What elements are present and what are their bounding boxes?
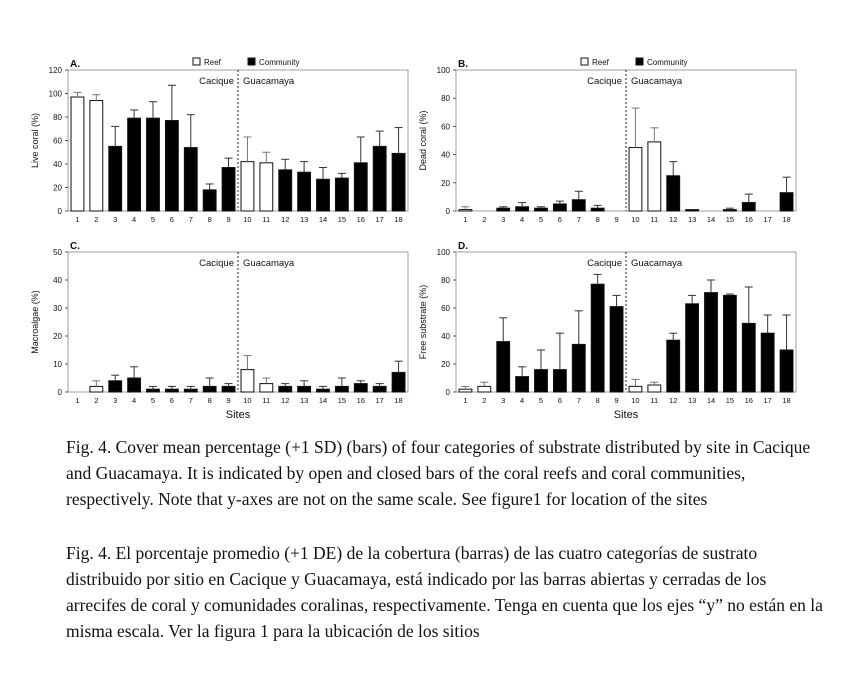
panel-a-xtick-label: 1: [75, 215, 80, 224]
panel-c-bar: [90, 386, 103, 392]
panel-b-xtick-label: 6: [557, 215, 562, 224]
panel-b-ytick-label: 60: [441, 122, 450, 132]
panel-d-region-cacique: Cacique: [587, 258, 622, 269]
panel-b-letter: B.: [458, 59, 468, 70]
panel-d-ytick-label: 40: [441, 332, 450, 341]
panel-a-ytick-label: 0: [57, 207, 62, 216]
panel-a-xtick-label: 17: [375, 215, 384, 224]
panel-c-bar: [128, 378, 141, 392]
panel-b-bar: [516, 207, 529, 211]
panel-a-ytick-label: 100: [48, 89, 62, 99]
panel-c-xtick-label: 16: [356, 396, 365, 405]
panel-a-xtick-label: 16: [356, 215, 365, 224]
panel-a-bar: [373, 146, 386, 211]
panel-b-bar: [723, 210, 736, 211]
panel-d-ytick-label: 60: [441, 304, 450, 313]
panel-d-xtick-label: 17: [763, 396, 772, 405]
panel-b-region-guacamaya: Guacamaya: [631, 76, 683, 87]
panel-d-bar: [497, 342, 510, 392]
panel-d-xtick-label: 10: [631, 396, 640, 405]
panel-d-bar: [478, 386, 491, 392]
panel-b-ytick-label: 40: [441, 150, 450, 160]
panel-c-xtick-label: 1: [75, 396, 80, 405]
panel-a-xtick-label: 7: [188, 215, 193, 224]
panel-a-bar: [260, 163, 273, 211]
panel-d-ytick-label: 100: [436, 248, 450, 257]
panel-d-xtick-label: 6: [557, 396, 562, 405]
panel-a-letter: A.: [70, 59, 80, 70]
panel-c-bar: [109, 381, 122, 392]
panel-a-bar: [128, 118, 141, 211]
panel-d-bar: [780, 350, 793, 392]
panel-b-xtick-label: 18: [782, 215, 791, 224]
panel-b-bar: [648, 142, 661, 211]
panel-a-xtick-label: 8: [207, 215, 212, 224]
panel-c-bar: [373, 386, 386, 392]
panel-b-xtick-label: 3: [501, 215, 506, 224]
panel-d-xtick-label: 14: [706, 396, 716, 405]
panel-a-xtick-label: 11: [262, 215, 271, 224]
panel-c-ytick-label: 20: [53, 332, 62, 341]
panel-c-bar: [147, 389, 160, 392]
panel-a-bar: [203, 190, 216, 211]
panel-b-xtick-label: 5: [538, 215, 544, 224]
panel-b-xtick-label: 17: [763, 215, 772, 224]
panel-b-ytick-label: 80: [441, 94, 450, 104]
panel-c-region-guacamaya: Guacamaya: [243, 258, 295, 269]
panel-b-ylabel: Dead coral (%): [418, 110, 428, 171]
panel-a-xtick-label: 9: [226, 215, 231, 224]
panel-a-bar: [298, 172, 311, 211]
panel-a-ytick-label: 40: [53, 160, 62, 169]
panel-c-bar: [184, 389, 197, 392]
panel-c-xtick-label: 17: [375, 396, 384, 405]
panel-d-xtick-label: 12: [669, 396, 678, 405]
panel-d-bar: [705, 293, 718, 392]
panel-a-xtick-label: 18: [394, 215, 403, 224]
panel-d-xtick-label: 16: [744, 396, 753, 405]
panel-d-xtick-label: 7: [576, 396, 581, 405]
panel-c-xtick-label: 15: [337, 396, 347, 405]
panel-a-xtick-label: 6: [169, 215, 174, 224]
panel-d-xtick-label: 8: [595, 396, 600, 405]
panel-b-legend-reef-label: Reef: [592, 58, 609, 67]
panel-b-bar: [629, 148, 642, 211]
panel-a-xtick-label: 14: [318, 215, 328, 224]
panel-b-xtick-label: 16: [744, 215, 753, 224]
panel-d-xtick-label: 2: [482, 396, 487, 405]
panel-c-region-cacique: Cacique: [199, 258, 234, 269]
panel-a-bar: [165, 121, 178, 211]
panel-d-ytick-label: 0: [445, 388, 450, 397]
panel-d-ytick-label: 80: [441, 276, 450, 285]
panel-d-ytick-label: 20: [441, 360, 450, 369]
panel-d-xtick-label: 15: [725, 396, 735, 405]
panel-d-bar: [572, 344, 585, 392]
panel-c-ytick-label: 30: [53, 304, 62, 313]
panel-c-bar: [335, 386, 348, 392]
panel-c-bar: [392, 372, 405, 392]
panel-c-xtick-label: 6: [169, 396, 174, 405]
panel-c-ytick-label: 0: [57, 388, 62, 397]
panel-c-xtick-label: 4: [132, 396, 137, 405]
panel-c-bar: [165, 389, 178, 392]
panel-d-xtick-label: 13: [687, 396, 697, 405]
panel-c-bar: [260, 384, 273, 392]
panel-d-bar: [629, 386, 642, 392]
panel-d-bar: [610, 307, 623, 392]
panel-a-legend-reef-label: Reef: [204, 58, 221, 67]
panel-b-legend-community-label: Community: [647, 58, 688, 67]
panel-c-xtick-label: 14: [318, 396, 328, 405]
panel-c-xtick-label: 12: [281, 396, 290, 405]
panel-a-xtick-label: 4: [132, 215, 137, 224]
panel-a-legend-community-swatch: [248, 58, 255, 65]
panel-a-xtick-label: 12: [281, 215, 290, 224]
panel-d-xtick-label: 1: [463, 396, 468, 405]
panel-b-xtick-label: 10: [631, 215, 640, 224]
panel-c-xtick-label: 18: [394, 396, 403, 405]
panel-a-bar: [241, 162, 254, 211]
panel-b-bar: [497, 208, 510, 211]
panel-d-xtick-label: 18: [782, 396, 791, 405]
caption-english: Fig. 4. Cover mean percentage (+1 SD) (bars) of four categories of substrate distributed by site in Cacique and Guacamaya. It is indicated by open and closed bars of the coral reefs and coral communities, respectively. Note that y-axes are not on the same scale. See figure1 for location of the sites: [66, 437, 811, 509]
panel-c-bar: [203, 386, 216, 392]
panel-a-region-guacamaya: Guacamaya: [243, 76, 295, 87]
panel-b-legend-reef-swatch: [581, 58, 588, 65]
panel-c-xtick-label: 2: [94, 396, 99, 405]
panel-b-bar: [780, 193, 793, 211]
panel-a-ytick-label: 120: [48, 66, 62, 75]
panel-d-xtick-label: 3: [501, 396, 506, 405]
panel-a-bar: [71, 97, 84, 211]
panel-d-xtick-label: 4: [520, 396, 525, 405]
panel-a-bar: [317, 179, 330, 211]
panel-d-bar: [667, 340, 680, 392]
panel-a-bar: [279, 170, 292, 211]
panel-a-bar: [335, 178, 348, 211]
panel-d-bar: [686, 304, 699, 392]
panel-b-xtick-label: 4: [520, 215, 525, 224]
panel-b-xtick-label: 13: [687, 215, 697, 224]
panel-b-bar: [553, 204, 566, 211]
panel-a-xtick-label: 13: [299, 215, 309, 224]
panel-b-bar: [591, 208, 604, 211]
panel-c-xtick-label: 5: [150, 396, 156, 405]
panel-a-xtick-label: 3: [113, 215, 118, 224]
panel-d-bar: [742, 323, 755, 392]
panel-c-xlabel: Sites: [225, 409, 251, 421]
panel-a-xtick-label: 5: [150, 215, 156, 224]
panel-c-ylabel: Macroalgae (%): [30, 290, 40, 354]
panel-a-bar: [222, 168, 235, 211]
panel-b-ytick-label: 20: [441, 178, 450, 188]
panel-a-ytick-label: 60: [53, 136, 62, 146]
panel-b-region-cacique: Cacique: [587, 76, 622, 87]
panel-c-letter: C.: [70, 241, 80, 252]
panel-c-bar: [241, 370, 254, 392]
panel-b-xtick-label: 15: [725, 215, 735, 224]
panel-c-xtick-label: 9: [226, 396, 231, 405]
panel-d-xlabel: Sites: [613, 409, 639, 421]
panel-d-ylabel: Free substrate (%): [418, 284, 428, 360]
panel-d-bar: [648, 385, 661, 392]
panel-a-xtick-label: 2: [94, 215, 99, 224]
panel-c-xtick-label: 3: [113, 396, 118, 405]
panel-d-xtick-label: 11: [650, 396, 659, 405]
panel-a-bar: [354, 163, 367, 211]
panel-b-bar: [742, 203, 755, 211]
panel-c-xtick-label: 11: [262, 396, 271, 405]
panel-c-xtick-label: 8: [207, 396, 212, 405]
panel-d-bar: [553, 370, 566, 392]
panel-d-bar: [761, 333, 774, 392]
panel-d-bar: [723, 295, 736, 392]
panel-c-bar: [317, 389, 330, 392]
panel-d-xtick-label: 5: [538, 396, 544, 405]
panel-b-bar: [686, 210, 699, 211]
panel-a-legend-reef-swatch: [193, 58, 200, 65]
panel-a-region-cacique: Cacique: [199, 76, 234, 87]
panel-c-ytick-label: 10: [53, 360, 62, 369]
panel-a-bar: [90, 101, 103, 211]
panel-b-xtick-label: 12: [669, 215, 678, 224]
panel-d-region-guacamaya: Guacamaya: [631, 258, 683, 269]
panel-b-xtick-label: 9: [614, 215, 619, 224]
panel-b-bar: [572, 200, 585, 211]
panel-a-ytick-label: 20: [53, 183, 62, 193]
panel-c-xtick-label: 7: [188, 396, 193, 405]
panel-d-bar: [459, 389, 472, 392]
panel-b-xtick-label: 1: [463, 215, 468, 224]
panel-c-bar: [279, 386, 292, 392]
panel-d-bar: [591, 284, 604, 392]
panel-b-bar: [535, 208, 548, 211]
panel-a-legend-community-label: Community: [259, 58, 300, 67]
panel-d-xtick-label: 9: [614, 396, 619, 405]
panel-b-ytick-label: 100: [436, 66, 450, 75]
panel-b-xtick-label: 7: [576, 215, 581, 224]
panel-d-letter: D.: [458, 241, 468, 252]
panel-b-ytick-label: 0: [445, 207, 450, 216]
panel-a-bar: [392, 153, 405, 211]
panel-c-ytick-label: 40: [53, 276, 62, 285]
panel-a-ytick-label: 80: [53, 113, 62, 122]
panel-b-legend-community-swatch: [636, 58, 643, 65]
panel-c-ytick-label: 50: [53, 248, 62, 257]
panel-c-xtick-label: 13: [299, 396, 309, 405]
panel-a-bar: [147, 118, 160, 211]
panel-b-xtick-label: 11: [650, 215, 659, 224]
panel-b-bar: [667, 176, 680, 211]
panel-c-bar: [354, 384, 367, 392]
panel-c-bar: [222, 386, 235, 392]
panel-a-bar: [109, 146, 122, 211]
panel-b-bar: [459, 210, 472, 211]
panel-b-xtick-label: 14: [706, 215, 716, 224]
panel-b-xtick-label: 2: [482, 215, 487, 224]
caption-spanish: Fig. 4. El porcentaje promedio (+1 DE) de la cobertura (barras) de las cuatro categorías de sustrato distribuido por sitio en Cacique y Guacamaya, está indicado por las barras abiertas y cerradas de los arrecifes de coral y comunidades coralinas, respectivamente. Tenga en cuenta que los ejes “y” no están en la misma escala. Ver la figura 1 para la ubicación de los sitios: [66, 543, 823, 641]
panel-c-xtick-label: 10: [243, 396, 252, 405]
panel-d-bar: [516, 377, 529, 392]
panel-a-ylabel: Live coral (%): [30, 112, 40, 169]
panel-b-xtick-label: 8: [595, 215, 600, 224]
panel-a-xtick-label: 15: [337, 215, 347, 224]
panel-d-bar: [535, 370, 548, 392]
panel-a-bar: [184, 148, 197, 211]
panel-a-xtick-label: 10: [243, 215, 252, 224]
panel-c-bar: [298, 386, 311, 392]
